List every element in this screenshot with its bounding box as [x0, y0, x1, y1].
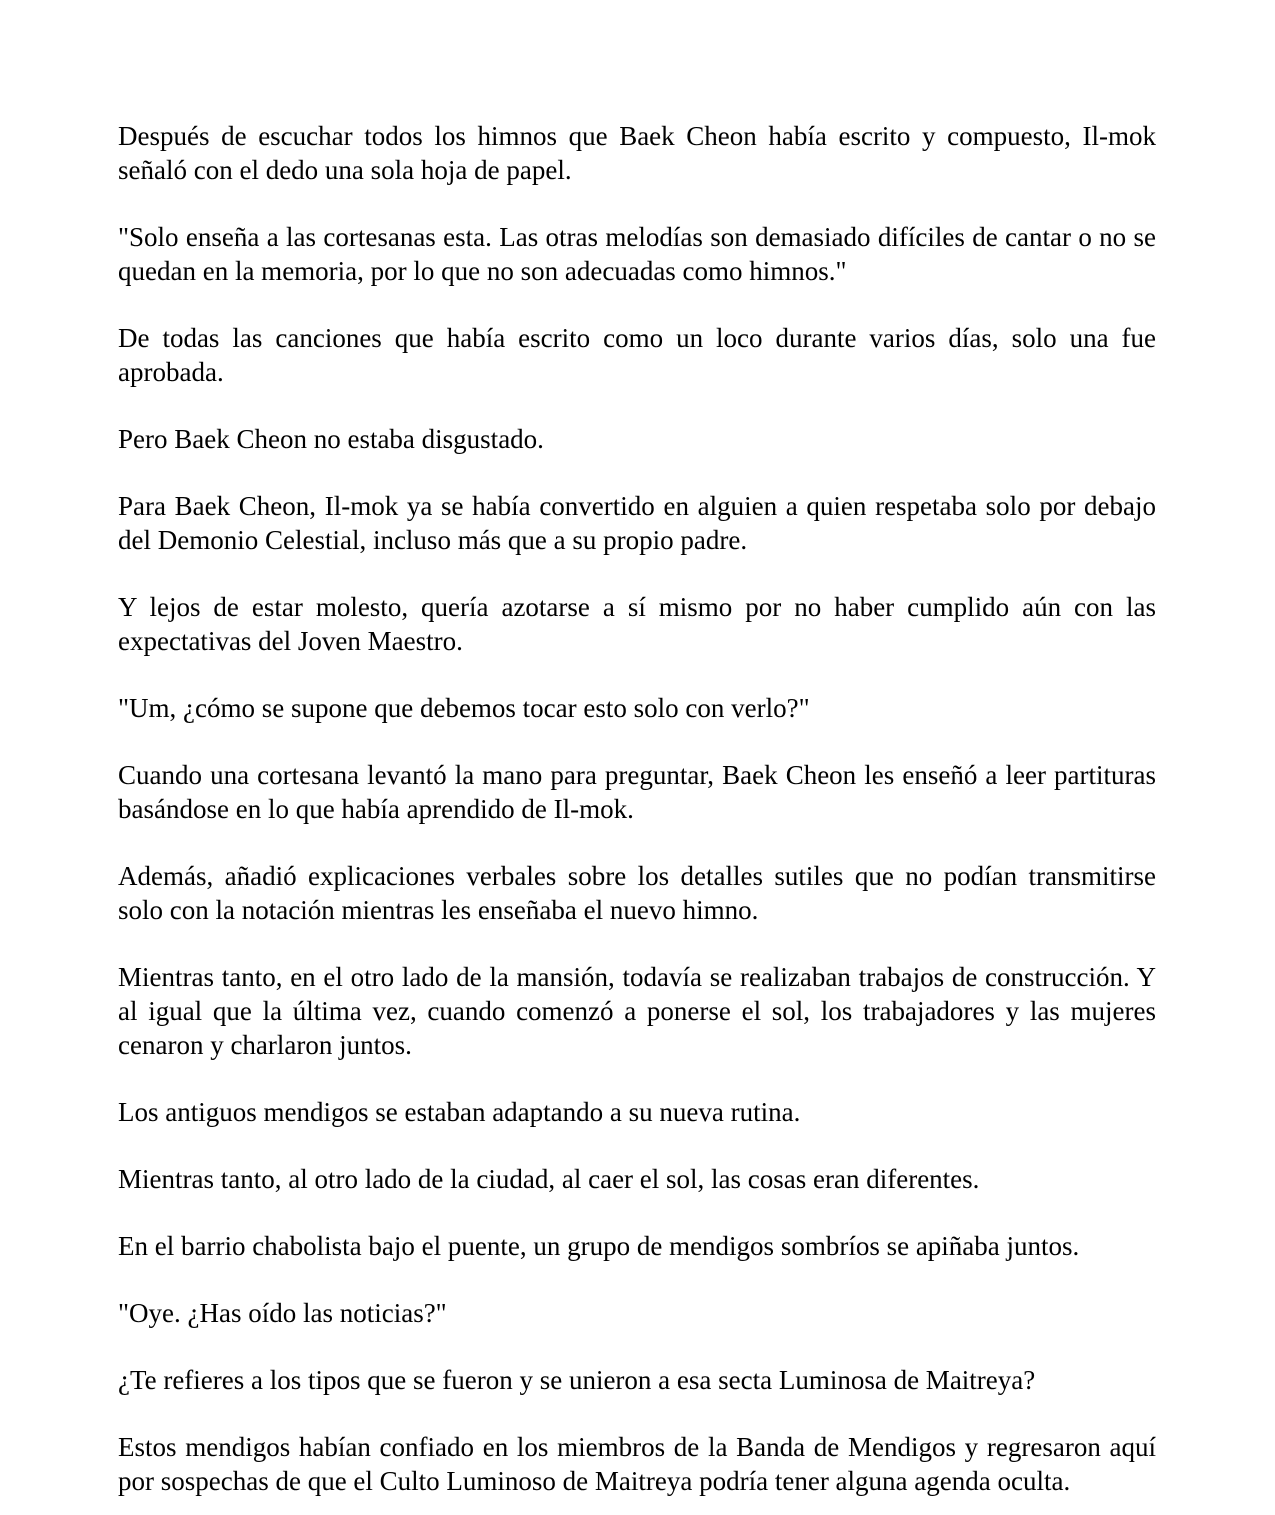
document-body — [118, 119, 1156, 1515]
paragraph: Mientras tanto, en el otro lado de la mansión, todavía se realizaban trabajos de construcción. Y al igual que la última vez, cuando comenzó a ponerse el sol, los trabajadores y las mujeres cenaron y charlaron juntos. — [118, 962, 1156, 1060]
paragraph: "Solo enseña a las cortesanas esta. Las otras melodías son demasiado difíciles de cantar o no se quedan en la memoria, por lo que no son adecuadas como himnos." — [118, 222, 1156, 286]
paragraph: Pero Baek Cheon no estaba disgustado. — [118, 424, 544, 454]
paragraph: Estos mendigos habían confiado en los miembros de la Banda de Mendigos y regresaron aquí por sospechas de que el Culto Luminoso de Maitreya podría tener alguna agenda oculta. — [118, 1432, 1156, 1496]
paragraph: Para Baek Cheon, Il-mok ya se había convertido en alguien a quien respetaba solo por debajo del Demonio Celestial, incluso más que a su propio padre. — [118, 491, 1156, 555]
paragraph: Cuando una cortesana levantó la mano para preguntar, Baek Cheon les enseñó a leer partituras basándose en lo que había aprendido de Il-mok. — [118, 760, 1156, 824]
paragraph: "Um, ¿cómo se supone que debemos tocar esto solo con verlo?" — [118, 693, 810, 723]
paragraph: En el barrio chabolista bajo el puente, un grupo de mendigos sombríos se apiñaba juntos. — [118, 1231, 1080, 1261]
paragraph: Además, añadió explicaciones verbales sobre los detalles sutiles que no podían transmitirse solo con la notación mientras les enseñaba el nuevo himno. — [118, 861, 1156, 925]
paragraph: Y lejos de estar molesto, quería azotarse a sí mismo por no haber cumplido aún con las expectativas del Joven Maestro. — [118, 592, 1156, 656]
paragraph: Los antiguos mendigos se estaban adaptando a su nueva rutina. — [118, 1097, 801, 1127]
paragraph: Mientras tanto, al otro lado de la ciudad, al caer el sol, las cosas eran diferentes. — [118, 1164, 980, 1194]
paragraph: "Oye. ¿Has oído las noticias?" — [118, 1298, 447, 1328]
paragraph: Después de escuchar todos los himnos que Baek Cheon había escrito y compuesto, Il-mok señaló con el dedo una sola hoja de papel. — [118, 121, 1156, 185]
paragraph: ¿Te refieres a los tipos que se fueron y se unieron a esa secta Luminosa de Maitreya? — [118, 1365, 1036, 1395]
paragraph: De todas las canciones que había escrito como un loco durante varios días, solo una fue aprobada. — [118, 323, 1156, 387]
